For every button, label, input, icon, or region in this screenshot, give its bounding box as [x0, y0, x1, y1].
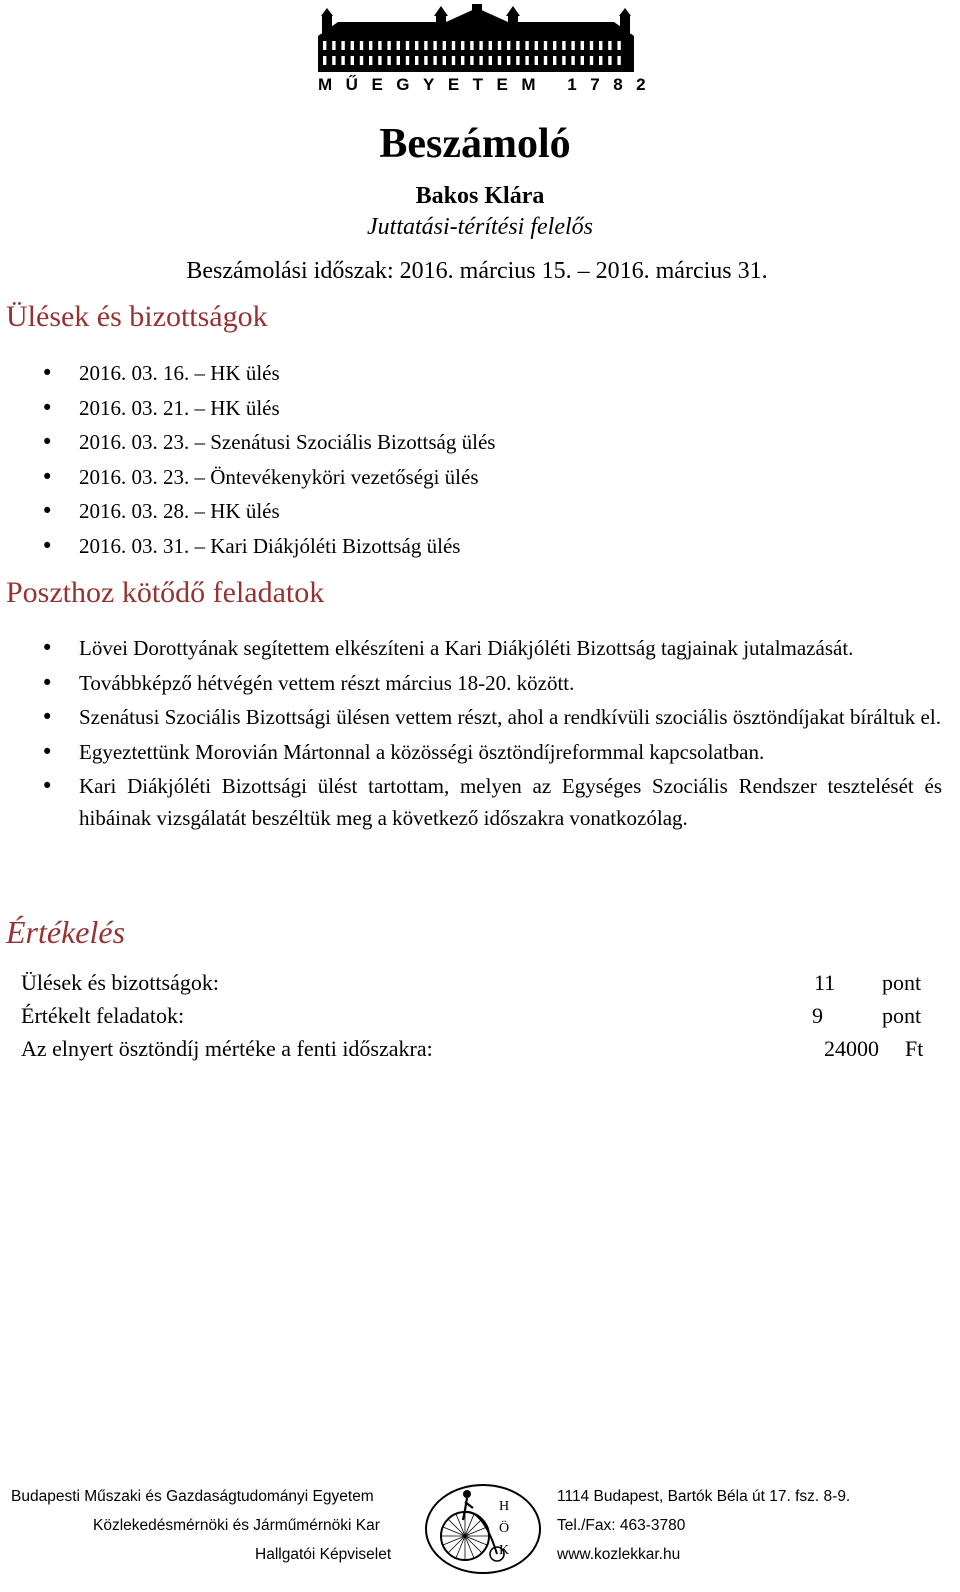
logo-window [617, 56, 620, 65]
logo-window [544, 56, 547, 65]
list-item [41, 391, 929, 426]
logo-window [599, 56, 602, 65]
logo-window [571, 41, 574, 50]
logo-window [433, 41, 436, 50]
logo-window [406, 41, 409, 50]
bullet-icon: • [41, 739, 54, 764]
evaluation-label: Értékelt feladatok: [21, 1003, 185, 1028]
evaluation-row [21, 1036, 927, 1068]
list-item-text: Szenátusi Szociális Bizottsági ülésen vettem részt, ahol a rendkívüli szociális ösztöndíjakat bíráltuk el. [79, 705, 941, 729]
bullet-icon: • [41, 430, 54, 455]
logo-window [535, 56, 538, 65]
logo-window [553, 56, 556, 65]
logo-window [479, 41, 482, 50]
logo-window [369, 41, 372, 50]
report-period-text: Beszámolási időszak: 2016. március 15. – 2016. március 31. [186, 258, 768, 284]
bicycle-icon [423, 1480, 543, 1578]
logo-window [360, 56, 363, 65]
list-item-text: Lövei Dorottyának segítettem elkészíteni a Kari Diákjóléti Bizottság tagjainak jutalmazását. [79, 636, 854, 660]
footer-organization: Hallgatói Képviselet [255, 1546, 392, 1563]
logo-window [452, 41, 455, 50]
page-title [0, 120, 960, 168]
list-item-text: 2016. 03. 23. – Öntevékenyköri vezetőségi ülés [79, 464, 479, 489]
logo-window [351, 56, 354, 65]
list-item [41, 494, 929, 529]
bullet-icon: • [41, 670, 54, 695]
logo-window [535, 41, 538, 50]
logo-window [562, 41, 565, 50]
logo-window [415, 56, 418, 65]
list-item [41, 667, 942, 699]
logo-window [323, 41, 326, 50]
evaluation-value: 9 [812, 1003, 823, 1028]
list-item [41, 701, 942, 733]
footer-phone: Tel./Fax: 463-3780 [557, 1517, 686, 1534]
logo-window [489, 41, 492, 50]
logo-window [571, 56, 574, 65]
evaluation-unit: Ft [905, 1036, 924, 1061]
logo-window [489, 56, 492, 65]
list-item [41, 632, 942, 664]
logo-window [443, 56, 446, 65]
logo-window [378, 41, 381, 50]
tasks-heading: Poszthoz kötődő feladatok [6, 576, 325, 609]
list-item [41, 460, 929, 495]
logo-window [470, 56, 473, 65]
logo-window [387, 56, 390, 65]
logo-window [581, 56, 584, 65]
logo-window [351, 41, 354, 50]
author-role: Juttatási-térítési felelős [367, 214, 593, 240]
author-name: Bakos Klára [415, 183, 545, 209]
logo-window [617, 41, 620, 50]
list-item-text: Egyeztettünk Morovián Mártonnal a közösségi ösztöndíjreformmal kapcsolatban. [79, 739, 765, 764]
list-item [41, 736, 942, 768]
logo-window [590, 41, 593, 50]
logo-window [452, 56, 455, 65]
list-item [41, 770, 942, 834]
evaluation-value: 24000 [824, 1036, 879, 1061]
logo-window [498, 41, 501, 50]
logo-window [525, 41, 528, 50]
evaluation-label: Az elnyert ösztöndíj mértéke a fenti időszakra: [21, 1036, 433, 1061]
logo-window [387, 41, 390, 50]
hok-letter: K [499, 1543, 510, 1558]
list-item-text: 2016. 03. 23. – Szenátusi Szociális Bizottság ülés [79, 430, 496, 455]
footer-faculty: Közlekedésmérnöki és Járműmérnöki Kar [93, 1517, 380, 1534]
logo-window [415, 41, 418, 50]
list-item [41, 425, 929, 460]
bullet-icon: • [41, 533, 54, 558]
logo-window [341, 41, 344, 50]
logo-window [378, 56, 381, 65]
list-item [41, 356, 929, 391]
logo-window [608, 56, 611, 65]
logo-window [332, 56, 335, 65]
logo-window [406, 56, 409, 65]
evaluation-heading: Értékelés [6, 914, 126, 950]
logo-window [599, 41, 602, 50]
bullet-icon: • [41, 361, 54, 385]
logo-window [553, 41, 556, 50]
evaluation-label: Ülések és bizottságok: [21, 970, 219, 995]
logo-window [461, 41, 464, 50]
logo-window [433, 56, 436, 65]
page-title-text: Beszámoló [379, 121, 571, 167]
logo-window [562, 56, 565, 65]
logo-window [544, 41, 547, 50]
evaluation-unit: pont [882, 1003, 922, 1028]
logo-window [369, 56, 372, 65]
footer-university: Budapesti Műszaki és Gazdaságtudományi Egyetem [11, 1488, 374, 1505]
logo-window [332, 41, 335, 50]
logo-window [581, 41, 584, 50]
logo-window [479, 56, 482, 65]
list-item-text: 2016. 03. 28. – HK ülés [79, 499, 280, 524]
report-period [0, 258, 960, 285]
logo-wordmark: MŰEGYETEM 1782 [318, 75, 660, 94]
list-item-text: Kari Diákjóléti Bizottsági ülést tartottam, melyen az Egységes Szociális Rendszer tesztelését és hibáinak vizsgálatát beszéltük meg a következő időszakra vonatkozólag. [79, 774, 942, 830]
list-item-text: Továbbképző hétvégén vettem részt március 18-20. között. [79, 670, 575, 695]
logo-window [525, 56, 528, 65]
logo-window [360, 41, 363, 50]
bullet-icon: • [41, 464, 54, 489]
logo-window [397, 56, 400, 65]
logo-window [424, 56, 427, 65]
bullet-icon: • [41, 636, 54, 660]
logo-window [470, 41, 473, 50]
evaluation-row [21, 1003, 927, 1035]
list-item-text: 2016. 03. 31. – Kari Diákjóléti Bizottság ülés [79, 533, 461, 558]
logo-window [516, 56, 519, 65]
evaluation-value: 11 [814, 970, 836, 995]
logo-window [590, 56, 593, 65]
logo-window [323, 56, 326, 65]
list-item-text: 2016. 03. 21. – HK ülés [79, 395, 280, 420]
logo-window [341, 56, 344, 65]
logo-window [498, 56, 501, 65]
footer-address: 1114 Budapest, Bartók Béla út 17. fsz. 8-9. [557, 1488, 851, 1505]
bullet-icon: • [41, 395, 54, 420]
logo-window [507, 41, 510, 50]
logo-window [461, 56, 464, 65]
hok-letter: Ö [499, 1521, 510, 1536]
evaluation-unit: pont [882, 970, 922, 995]
logo-window [424, 41, 427, 50]
sessions-heading: Ülések és bizottságok [6, 300, 268, 333]
logo-window [397, 41, 400, 50]
list-item-text: 2016. 03. 16. – HK ülés [79, 361, 280, 385]
logo-window [608, 41, 611, 50]
bullet-icon: • [41, 774, 54, 798]
tasks-list [41, 632, 942, 837]
bullet-icon: • [41, 499, 54, 524]
sessions-list [41, 356, 929, 564]
logo-window [443, 41, 446, 50]
logo-window [516, 41, 519, 50]
logo-window [507, 56, 510, 65]
footer-website-link[interactable]: www.kozlekkar.hu [557, 1546, 681, 1563]
hok-letter: H [499, 1499, 510, 1514]
bullet-icon: • [41, 705, 54, 729]
list-item [41, 529, 929, 564]
evaluation-row [21, 970, 927, 1002]
